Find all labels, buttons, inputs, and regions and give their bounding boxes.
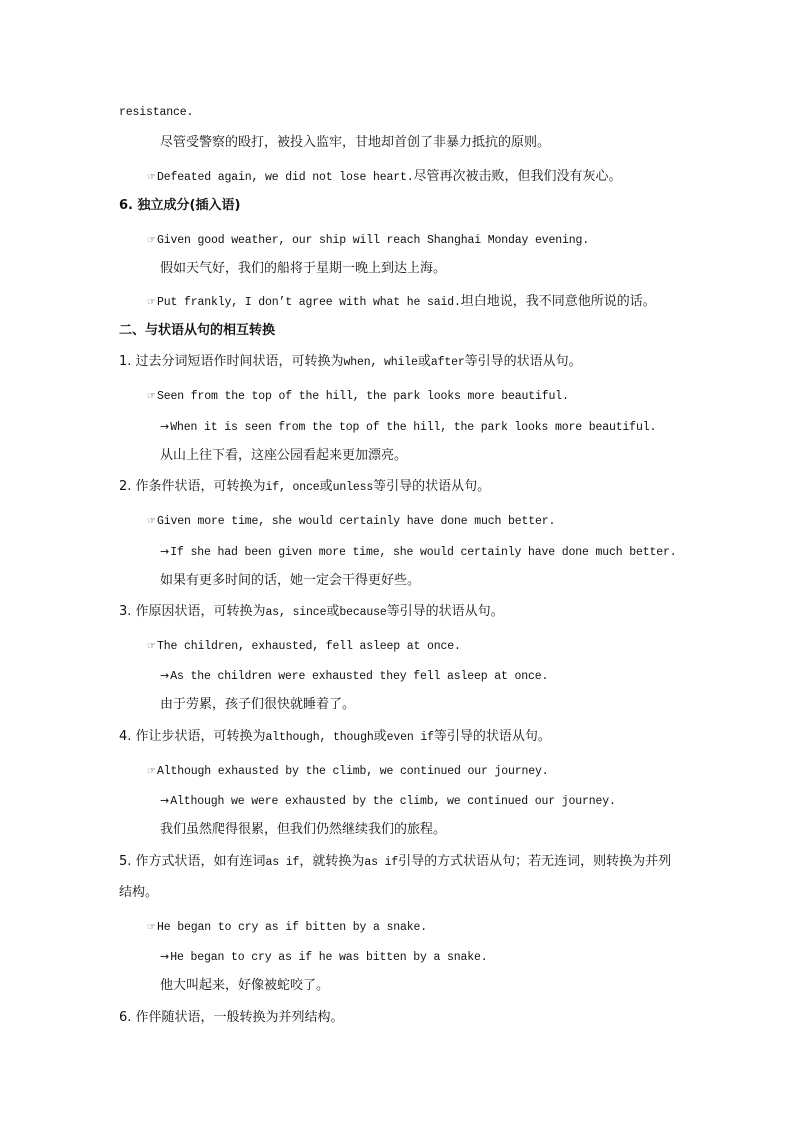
text-line: resistance.: [119, 106, 194, 119]
pointing-hand-icon: ☞: [147, 391, 156, 402]
pointing-hand-icon: ☞: [147, 922, 156, 933]
pointing-hand-icon: ☞: [147, 235, 156, 246]
right-arrow-icon: →: [160, 950, 170, 963]
pointing-hand-icon: ☞: [147, 516, 156, 527]
example-line: ☞He began to cry as if bitten by a snake.: [147, 921, 428, 934]
transformed-line: →As the children were exhausted they fell asleep at once.: [160, 669, 549, 683]
pointing-hand-icon: ☞: [147, 297, 156, 308]
example-line: ☞Given good weather, our ship will reach Shanghai Monday evening.: [147, 234, 590, 247]
right-arrow-icon: →: [160, 794, 170, 807]
right-arrow-icon: →: [160, 420, 170, 433]
section-heading: 二、与状语从句的相互转换: [119, 323, 276, 338]
transformed-line: →When it is seen from the top of the hill, the park looks more beautiful.: [160, 420, 657, 434]
example-line: ☞Although exhausted by the climb, we continued our journey.: [147, 765, 549, 778]
translation-line: 从山上往下看，这座公园看起来更加漂亮。: [160, 448, 408, 463]
rule-line: 4. 作让步状语，可转换为although, though或even if等引导的状语从句。: [119, 729, 551, 744]
rule-line: 5. 作方式状语，如有连词as if，就转换为as if引导的方式状语从句；若无连词，则转换为并列: [119, 854, 672, 869]
rule-line-continued: 结构。: [119, 885, 159, 900]
rule-line: 1. 过去分词短语作时间状语，可转换为when, while或after等引导的状语从句。: [119, 354, 582, 369]
example-line: ☞Defeated again, we did not lose heart.尽管再次被击败，但我们没有灰心。: [147, 169, 622, 184]
example-line: ☞Given more time, she would certainly have done much better.: [147, 515, 556, 528]
translation-line: 他大叫起来，好像被蛇咬了。: [160, 978, 330, 993]
pointing-hand-icon: ☞: [147, 172, 156, 183]
translation-line: 假如天气好，我们的船将于星期一晚上到达上海。: [160, 261, 447, 276]
right-arrow-icon: →: [160, 669, 170, 682]
transformed-line: →Although we were exhausted by the climb, we continued our journey.: [160, 794, 616, 808]
translation-line: 由于劳累，孩子们很快就睡着了。: [160, 697, 356, 712]
rule-line: 3. 作原因状语，可转换为as, since或because等引导的状语从句。: [119, 604, 504, 619]
translation-line: 我们虽然爬得很累，但我们仍然继续我们的旅程。: [160, 822, 447, 837]
example-line: ☞Put frankly, I don’t agree with what he said.坦白地说，我不同意他所说的话。: [147, 294, 656, 309]
translation-line: 如果有更多时间的话，她一定会干得更好些。: [160, 573, 421, 588]
example-line: ☞The children, exhausted, fell asleep at once.: [147, 640, 461, 653]
example-line: ☞Seen from the top of the hill, the park looks more beautiful.: [147, 390, 569, 403]
transformed-line: →He began to cry as if he was bitten by a snake.: [160, 950, 488, 964]
right-arrow-icon: →: [160, 545, 170, 558]
transformed-line: →If she had been given more time, she would certainly have done much better.: [160, 545, 677, 559]
rule-line: 6. 作伴随状语，一般转换为并列结构。: [119, 1010, 344, 1025]
pointing-hand-icon: ☞: [147, 641, 156, 652]
translation-line: 尽管受警察的殴打，被投入监牢，甘地却首创了非暴力抵抗的原则。: [160, 135, 551, 150]
section-heading: 6. 独立成分(插入语): [119, 198, 241, 213]
pointing-hand-icon: ☞: [147, 766, 156, 777]
rule-line: 2. 作条件状语，可转换为if, once或unless等引导的状语从句。: [119, 479, 491, 494]
